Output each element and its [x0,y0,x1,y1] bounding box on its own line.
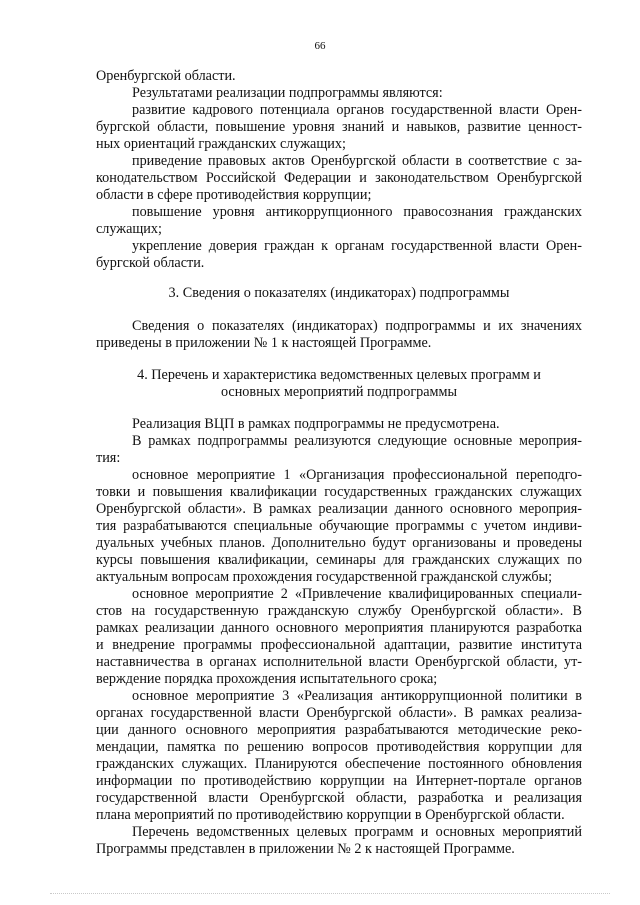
paragraph-line: ных ориентаций гражданских служащих; [96,136,346,152]
paragraph-line: тия разрабатываются специальные обучающие программы с учетом индиви- [96,518,582,534]
paragraph-line: стов на государственную гражданскую службу Оренбургской области». В [96,603,582,619]
paragraph-line: курсы повышения квалификации, семинары для гражданских служащих по [96,552,582,568]
paragraph-line: тия: [96,450,121,466]
paragraph-line: верждение порядка прохождения испытательного срока; [96,671,438,687]
paragraph-line: укрепление доверия граждан к органам государственной власти Орен- [132,238,582,254]
scan-artifact-line [50,893,610,894]
section-heading-line: 4. Перечень и характеристика ведомственных целевых программ и [137,367,541,383]
section-heading-line: основных мероприятий подпрограммы [220,384,458,400]
paragraph-line: Реализация ВЦП в рамках подпрограммы не предусмотрена. [132,416,500,432]
paragraph-line: служащих; [96,221,162,237]
paragraph-line: основное мероприятие 3 «Реализация антикоррупционной политики в [132,688,582,704]
paragraph-line: области в сфере противодействия коррупции; [96,187,372,203]
section-heading-line: 3. Сведения о показателях (индикаторах) подпрограммы [168,285,510,301]
paragraph-line: наставничества в органах исполнительной власти Оренбургской области, ут- [96,654,582,670]
paragraph-line: и внедрение программы профессиональной адаптации, развитие института [96,637,582,653]
paragraph-line: В рамках подпрограммы реализуются следующие основные мероприя- [132,433,582,449]
paragraph-line: Сведения о показателях (индикаторах) подпрограммы и их значениях [132,318,582,334]
paragraph-line: приведены в приложении № 1 к настоящей Программе. [96,335,432,351]
paragraph-line: Перечень ведомственных целевых программ и основных мероприятий [132,824,582,840]
paragraph-line: бургской области, повышение уровня знаний и навыков, развитие ценност- [96,119,582,135]
paragraph-line: конодательством Российской Федерации и законодательством Оренбургской [96,170,582,186]
paragraph-line: ции данного основного мероприятия разрабатываются методические реко- [96,722,582,738]
paragraph-line: плана мероприятий по противодействию коррупции в Оренбургской области. [96,807,565,823]
paragraph-line: Программы представлен в приложении № 2 к настоящей Программе. [96,841,515,857]
paragraph-line: гражданских служащих. Планируются обеспечение постоянного обновления [96,756,582,772]
paragraph-line: государственной власти Оренбургской области, разработка и реализация [96,790,582,806]
paragraph-line: повышение уровня антикоррупционного правосознания гражданских [132,204,582,220]
paragraph-line: основное мероприятие 2 «Привлечение квалифицированных специали- [132,586,582,602]
paragraph-line: развитие кадрового потенциала органов государственной власти Орен- [132,102,582,118]
paragraph-line: приведение правовых актов Оренбургской области в соответствие с за- [132,153,582,169]
paragraph-line: основное мероприятие 1 «Организация профессиональной переподго- [132,467,582,483]
paragraph-line: Оренбургской области». В рамках реализации данного основного мероприя- [96,501,582,517]
paragraph-line: Оренбургской области. [96,68,236,84]
page-number: 66 [314,40,326,52]
paragraph-line: органах государственной власти Оренбургской области». В рамках реализа- [96,705,582,721]
paragraph-line: актуальным вопросам прохождения государственной гражданской службы; [96,569,553,585]
paragraph-line: бургской области. [96,255,205,271]
paragraph-line: информации по противодействию коррупции на Интернет-портале органов [96,773,582,789]
paragraph-line: товки и повышения квалификации государственных гражданских служащих [96,484,582,500]
paragraph-line: рамках реализации данного основного мероприятия планируются разработка [96,620,582,636]
paragraph-line: дуальных учебных планов. Дополнительно будут организованы и проведены [96,535,582,551]
paragraph-line: мендации, памятка по решению вопросов противодействия коррупции для [96,739,582,755]
paragraph-line: Результатами реализации подпрограммы являются: [132,85,443,101]
